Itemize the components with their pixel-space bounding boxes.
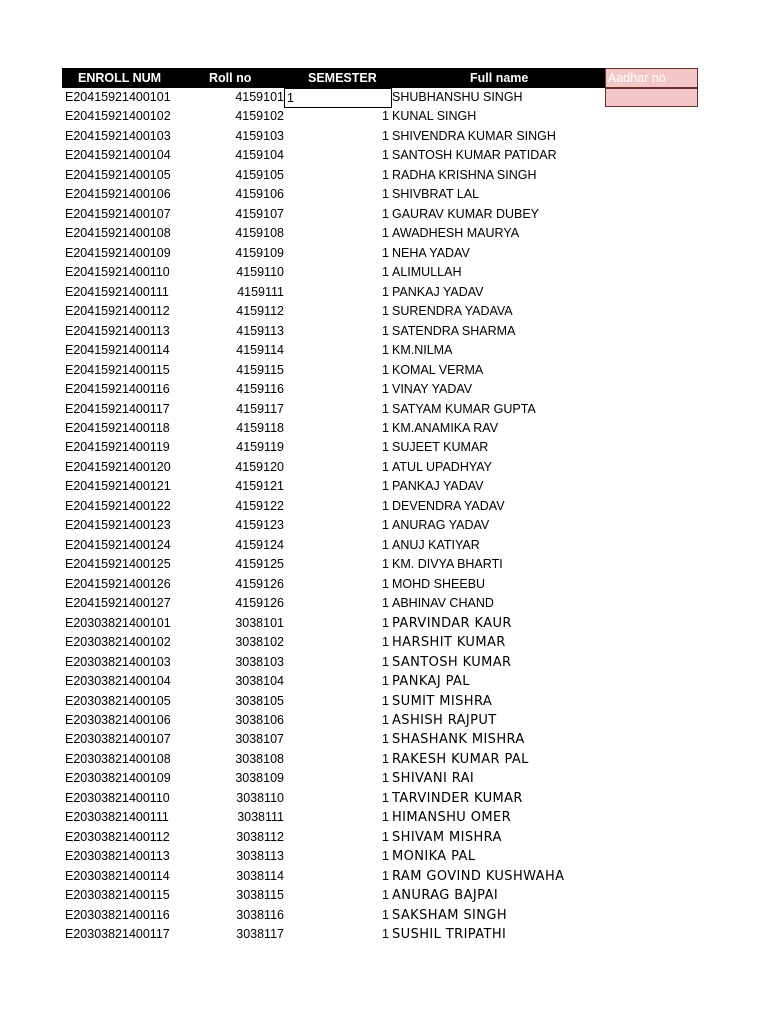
table-row xyxy=(62,867,698,886)
semester-value: 1 xyxy=(382,537,389,552)
table-row xyxy=(62,224,698,243)
roll-no-cell[interactable]: 4159111 xyxy=(237,284,284,299)
semester-value: 1 xyxy=(382,148,389,163)
full-name-cell[interactable]: SUJEET KUMAR xyxy=(392,440,489,455)
semester-cell[interactable] xyxy=(286,283,392,302)
roll-no-cell[interactable]: 3038116 xyxy=(236,907,284,922)
table-row xyxy=(62,536,698,555)
semester-value: 1 xyxy=(382,206,389,221)
semester-value: 1 xyxy=(382,693,389,708)
roll-no-cell[interactable]: 4159108 xyxy=(235,226,284,241)
enroll-num-cell[interactable]: E20415921400121 xyxy=(65,479,171,494)
enroll-num-cell[interactable]: E20415921400122 xyxy=(65,498,171,513)
semester-cell[interactable] xyxy=(286,730,392,749)
semester-cell[interactable] xyxy=(286,302,392,321)
spreadsheet xyxy=(62,68,698,945)
full-name-cell[interactable]: SATYAM KUMAR GUPTA xyxy=(392,401,536,416)
roll-no-cell[interactable]: 4159104 xyxy=(235,148,284,163)
semester-value: 1 xyxy=(382,674,389,689)
roll-no-cell[interactable]: 4159124 xyxy=(235,537,284,552)
enroll-num-cell[interactable]: E20415921400108 xyxy=(65,226,171,241)
table-row xyxy=(62,497,698,516)
semester-value: 1 xyxy=(382,304,389,319)
full-name-cell[interactable]: DEVENDRA YADAV xyxy=(392,498,505,513)
roll-no-cell[interactable]: 4159119 xyxy=(236,440,284,455)
full-name-cell[interactable]: KOMAL VERMA xyxy=(392,362,484,377)
semester-value: 1 xyxy=(382,596,389,611)
enroll-num-cell[interactable]: E20415921400104 xyxy=(65,148,171,163)
semester-cell[interactable] xyxy=(286,653,392,672)
enroll-num-cell[interactable]: E20415921400117 xyxy=(65,401,170,416)
table-row xyxy=(62,244,698,263)
roll-no-cell[interactable]: 4159117 xyxy=(236,401,284,416)
semester-value: 1 xyxy=(382,167,389,182)
full-name-cell[interactable]: SATENDRA SHARMA xyxy=(392,323,516,338)
roll-no-cell[interactable]: 4159122 xyxy=(235,498,284,513)
semester-value: 1 xyxy=(382,187,389,202)
semester-cell[interactable] xyxy=(286,886,392,905)
aadhar-cell[interactable] xyxy=(605,88,698,107)
semester-cell[interactable] xyxy=(286,107,392,126)
roll-no-cell[interactable]: 4159126 xyxy=(235,596,284,611)
roll-no-cell[interactable]: 4159105 xyxy=(235,167,284,182)
semester-value: 1 xyxy=(382,654,389,669)
enroll-num-cell[interactable]: E20303821400110 xyxy=(65,790,170,805)
semester-value: 1 xyxy=(382,557,389,572)
semester-value: 1 xyxy=(382,790,389,805)
semester-cell[interactable] xyxy=(286,438,392,457)
table-row xyxy=(62,555,698,574)
semester-cell[interactable] xyxy=(286,555,392,574)
full-name-cell[interactable]: SANTOSH KUMAR xyxy=(392,654,512,670)
full-name-cell[interactable]: SAKSHAM SINGH xyxy=(392,907,508,923)
enroll-num-cell[interactable]: E20303821400116 xyxy=(65,907,170,922)
full-name-cell[interactable]: SURENDRA YADAVA xyxy=(392,304,513,319)
table-row xyxy=(62,886,698,905)
semester-cell[interactable] xyxy=(286,185,392,204)
enroll-num-cell[interactable]: E20415921400125 xyxy=(65,557,171,572)
semester-value: 1 xyxy=(382,907,389,922)
semester-cell[interactable] xyxy=(286,477,392,496)
enroll-num-cell[interactable]: E20415921400114 xyxy=(65,343,170,358)
enroll-num-cell[interactable]: E20415921400103 xyxy=(65,128,171,143)
full-name-cell[interactable]: MOHD SHEEBU xyxy=(392,576,486,591)
table-row xyxy=(62,205,698,224)
roll-no-cell[interactable]: 4159102 xyxy=(235,109,284,124)
semester-value: 1 xyxy=(382,109,389,124)
full-name-cell[interactable]: AWADHESH MAURYA xyxy=(392,226,520,241)
semester-cell[interactable] xyxy=(286,789,392,808)
roll-no-cell[interactable]: 3038108 xyxy=(235,751,284,766)
semester-cell[interactable] xyxy=(286,380,392,399)
full-name-cell[interactable]: ANURAG BAJPAI xyxy=(392,888,499,904)
enroll-num-cell[interactable]: E20415921400118 xyxy=(65,420,170,435)
table-row xyxy=(62,302,698,321)
table-row xyxy=(62,750,698,769)
full-name-cell[interactable]: SUMIT MISHRA xyxy=(392,693,493,709)
table-row xyxy=(62,283,698,302)
semester-value: 1 xyxy=(382,635,389,650)
table-row xyxy=(62,361,698,380)
semester-cell[interactable] xyxy=(286,516,392,535)
full-name-cell[interactable]: KM.ANAMIKA RAV xyxy=(392,420,499,435)
full-name-cell[interactable]: NEHA YADAV xyxy=(392,245,470,260)
table-row xyxy=(62,925,698,944)
semester-cell[interactable] xyxy=(286,711,392,730)
table-row xyxy=(62,477,698,496)
semester-cell[interactable] xyxy=(286,322,392,341)
table-row xyxy=(62,516,698,535)
semester-cell[interactable] xyxy=(286,400,392,419)
semester-value: 1 xyxy=(382,245,389,260)
semester-value: 1 xyxy=(382,420,389,435)
semester-cell[interactable] xyxy=(286,828,392,847)
roll-no-cell[interactable]: 3038110 xyxy=(236,790,284,805)
enroll-num-cell[interactable]: E20415921400126 xyxy=(65,576,171,591)
semester-cell[interactable] xyxy=(286,906,392,925)
enroll-num-cell[interactable]: E20415921400113 xyxy=(65,323,170,338)
enroll-num-cell[interactable]: E20303821400106 xyxy=(65,713,171,727)
full-name-cell[interactable]: RAM GOVIND KUSHWAHA xyxy=(392,868,565,884)
enroll-num-cell[interactable]: E20415921400112 xyxy=(65,304,170,319)
full-name-cell[interactable]: MONIKA PAL xyxy=(392,849,476,865)
enroll-num-cell[interactable]: E20415921400116 xyxy=(65,382,170,397)
roll-no-cell[interactable]: 3038113 xyxy=(236,849,284,864)
full-name-cell[interactable]: RAKESH KUMAR PAL xyxy=(392,751,529,767)
full-name-cell[interactable]: GAURAV KUMAR DUBEY xyxy=(392,206,540,221)
enroll-num-cell[interactable]: E20303821400112 xyxy=(65,829,170,844)
semester-value: 1 xyxy=(382,888,389,903)
semester-value: 1 xyxy=(382,382,389,397)
semester-value: 1 xyxy=(382,401,389,416)
enroll-num-cell[interactable]: E20415921400111 xyxy=(65,284,169,299)
roll-no-cell[interactable]: 3038117 xyxy=(236,927,284,942)
semester-cell[interactable] xyxy=(286,361,392,380)
roll-no-cell[interactable]: 3038101 xyxy=(235,615,284,630)
table-row xyxy=(62,400,698,419)
roll-no-cell[interactable]: 3038114 xyxy=(236,868,284,883)
semester-value: 1 xyxy=(382,479,389,494)
full-name-cell[interactable]: HARSHIT KUMAR xyxy=(392,635,506,651)
semester-cell[interactable] xyxy=(286,614,392,633)
roll-no-cell[interactable]: 4159125 xyxy=(235,557,284,572)
semester-cell[interactable] xyxy=(286,244,392,263)
table-row xyxy=(62,847,698,866)
semester-value: 1 xyxy=(382,265,389,280)
roll-no-cell[interactable]: 3038102 xyxy=(235,635,284,650)
full-name-cell[interactable]: ALIMULLAH xyxy=(392,265,462,280)
roll-no-cell[interactable]: 4159116 xyxy=(236,382,284,397)
table-row xyxy=(62,185,698,204)
table-row xyxy=(62,575,698,594)
full-name-cell[interactable]: ATUL UPADHYAY xyxy=(392,459,493,474)
semester-cell[interactable] xyxy=(286,341,392,360)
table-row xyxy=(62,127,698,146)
roll-no-cell[interactable]: 4159114 xyxy=(236,343,284,358)
full-name-cell[interactable]: PARVINDAR KAUR xyxy=(392,615,512,631)
table-body xyxy=(62,88,698,945)
semester-value: 1 xyxy=(382,284,389,299)
semester-cell[interactable] xyxy=(286,497,392,516)
semester-value: 1 xyxy=(382,518,389,533)
table-row xyxy=(62,594,698,613)
roll-no-cell[interactable]: 4159101 xyxy=(235,90,284,104)
semester-value: 1 xyxy=(382,226,389,241)
semester-value: 1 xyxy=(382,829,389,844)
table-row xyxy=(62,166,698,185)
full-name-cell[interactable]: SHIVBRAT LAL xyxy=(392,187,480,202)
semester-cell[interactable] xyxy=(284,88,392,108)
table-row xyxy=(62,769,698,788)
semester-cell[interactable] xyxy=(286,808,392,827)
full-name-cell[interactable]: PANKAJ YADAV xyxy=(392,479,484,494)
table-row xyxy=(62,808,698,827)
semester-value: 1 xyxy=(382,849,389,864)
table-row xyxy=(62,672,698,691)
header-roll-no[interactable]: Roll no xyxy=(209,71,252,85)
roll-no-cell[interactable]: 4159126 xyxy=(235,576,284,591)
table-row xyxy=(62,419,698,438)
roll-no-cell[interactable]: 4159113 xyxy=(236,323,284,338)
semester-cell[interactable] xyxy=(286,925,392,944)
enroll-num-cell[interactable]: E20415921400120 xyxy=(65,459,171,474)
table-row xyxy=(62,438,698,457)
semester-cell[interactable] xyxy=(286,672,392,691)
table-row xyxy=(62,380,698,399)
roll-no-cell[interactable]: 4159109 xyxy=(235,245,284,260)
enroll-num-cell[interactable]: E20303821400103 xyxy=(65,654,171,669)
table-row xyxy=(62,341,698,360)
semester-value: 1 xyxy=(287,91,294,105)
full-name-cell[interactable]: SHIVAM MISHRA xyxy=(392,829,502,845)
table-row xyxy=(62,730,698,749)
table-row xyxy=(62,614,698,633)
roll-no-cell[interactable]: 3038115 xyxy=(236,888,284,903)
enroll-num-cell[interactable]: E20415921400127 xyxy=(65,596,171,611)
semester-cell[interactable] xyxy=(286,263,392,282)
roll-no-cell[interactable]: 3038111 xyxy=(237,810,284,825)
semester-value: 1 xyxy=(382,459,389,474)
semester-value: 1 xyxy=(382,128,389,143)
enroll-num-cell[interactable]: E20415921400110 xyxy=(65,265,170,280)
semester-cell[interactable] xyxy=(286,692,392,711)
table-row xyxy=(62,711,698,730)
semester-cell[interactable] xyxy=(286,575,392,594)
table-row xyxy=(62,692,698,711)
semester-value: 1 xyxy=(382,810,389,825)
full-name-cell[interactable]: ABHINAV CHAND xyxy=(392,596,494,611)
semester-value: 1 xyxy=(382,362,389,377)
enroll-num-cell[interactable]: E20303821400104 xyxy=(65,674,171,689)
enroll-num-cell[interactable]: E20303821400115 xyxy=(65,888,170,903)
roll-no-cell[interactable]: 3038105 xyxy=(235,693,284,708)
enroll-num-cell[interactable]: E20303821400107 xyxy=(65,732,171,747)
roll-no-cell[interactable]: 3038107 xyxy=(235,732,284,747)
roll-no-cell[interactable]: 3038106 xyxy=(235,713,284,727)
semester-cell[interactable] xyxy=(286,205,392,224)
full-name-cell[interactable]: HIMANSHU OMER xyxy=(392,810,512,826)
full-name-cell[interactable]: KUNAL SINGH xyxy=(392,109,477,124)
table-row xyxy=(62,653,698,672)
full-name-cell[interactable]: PANKAJ YADAV xyxy=(392,284,484,299)
semester-cell[interactable] xyxy=(286,146,392,165)
semester-value: 1 xyxy=(382,771,389,786)
enroll-num-cell[interactable]: E20415921400102 xyxy=(65,109,171,124)
semester-value: 1 xyxy=(382,440,389,455)
roll-no-cell[interactable]: 3038109 xyxy=(235,771,284,786)
enroll-num-cell[interactable]: E20415921400105 xyxy=(65,167,171,182)
full-name-cell[interactable]: PANKAJ PAL xyxy=(392,674,470,690)
semester-value: 1 xyxy=(382,323,389,338)
roll-no-cell[interactable]: 4159123 xyxy=(235,518,284,533)
enroll-num-cell[interactable]: E20303821400102 xyxy=(65,635,171,650)
full-name-cell[interactable]: KM.NILMA xyxy=(392,343,453,358)
semester-cell[interactable] xyxy=(286,127,392,146)
semester-value: 1 xyxy=(382,343,389,358)
semester-cell[interactable] xyxy=(286,166,392,185)
semester-value: 1 xyxy=(382,615,389,630)
roll-no-cell[interactable]: 3038104 xyxy=(235,674,284,689)
semester-cell[interactable] xyxy=(286,224,392,243)
enroll-num-cell[interactable]: E20303821400113 xyxy=(65,849,170,864)
enroll-num-cell[interactable]: E20303821400117 xyxy=(65,927,170,942)
enroll-num-cell[interactable]: E20415921400107 xyxy=(65,206,171,221)
semester-value: 1 xyxy=(382,751,389,766)
full-name-cell[interactable]: SUSHIL TRIPATHI xyxy=(392,927,507,943)
table-row xyxy=(62,107,698,126)
table-row xyxy=(62,789,698,808)
semester-value: 1 xyxy=(382,732,389,747)
semester-cell[interactable] xyxy=(286,867,392,886)
header-semester[interactable]: SEMESTER xyxy=(308,71,377,85)
full-name-cell[interactable]: SANTOSH KUMAR PATIDAR xyxy=(392,148,557,163)
semester-value: 1 xyxy=(382,927,389,942)
semester-cell[interactable] xyxy=(286,594,392,613)
full-name-cell[interactable]: SHUBHANSHU SINGH xyxy=(392,90,523,104)
header-aadhar-no[interactable]: Aadhar no xyxy=(608,71,666,85)
full-name-cell[interactable]: KM. DIVYA BHARTI xyxy=(392,557,503,572)
enroll-num-cell[interactable]: E20415921400109 xyxy=(65,245,171,260)
roll-no-cell[interactable]: 4159115 xyxy=(236,362,284,377)
roll-no-cell[interactable]: 4159112 xyxy=(236,304,284,319)
semester-cell[interactable] xyxy=(286,769,392,788)
semester-cell[interactable] xyxy=(286,458,392,477)
table-row xyxy=(62,458,698,477)
semester-value: 1 xyxy=(382,868,389,883)
semester-value: 1 xyxy=(382,576,389,591)
enroll-num-cell[interactable]: E20303821400109 xyxy=(65,771,171,786)
roll-no-cell[interactable]: 4159103 xyxy=(235,128,284,143)
full-name-cell[interactable]: SHIVENDRA KUMAR SINGH xyxy=(392,128,556,143)
enroll-num-cell[interactable]: E20303821400111 xyxy=(65,810,169,825)
full-name-cell[interactable]: RADHA KRISHNA SINGH xyxy=(392,167,537,182)
enroll-num-cell[interactable]: E20415921400101 xyxy=(65,90,171,104)
full-name-cell[interactable]: SHASHANK MISHRA xyxy=(392,732,525,748)
semester-cell[interactable] xyxy=(286,419,392,438)
semester-cell[interactable] xyxy=(286,847,392,866)
roll-no-cell[interactable]: 4159110 xyxy=(236,265,284,280)
roll-no-cell[interactable]: 4159107 xyxy=(235,206,284,221)
enroll-num-cell[interactable]: E20303821400105 xyxy=(65,693,171,708)
table-row xyxy=(62,146,698,165)
header-full-name[interactable]: Full name xyxy=(470,71,529,85)
enroll-num-cell[interactable]: E20303821400114 xyxy=(65,868,170,883)
full-name-cell[interactable]: VINAY YADAV xyxy=(392,382,473,397)
full-name-cell[interactable]: ANURAG YADAV xyxy=(392,518,490,533)
full-name-cell[interactable]: ASHISH RAJPUT xyxy=(392,713,497,728)
semester-value: 1 xyxy=(382,498,389,513)
roll-no-cell[interactable]: 4159106 xyxy=(235,187,284,202)
table-row xyxy=(62,88,698,107)
table-row xyxy=(62,828,698,847)
semester-cell[interactable] xyxy=(286,536,392,555)
roll-no-cell[interactable]: 4159120 xyxy=(235,459,284,474)
full-name-cell[interactable]: TARVINDER KUMAR xyxy=(392,790,523,806)
header-row xyxy=(62,68,698,88)
enroll-num-cell[interactable]: E20415921400119 xyxy=(65,440,170,455)
semester-cell[interactable] xyxy=(286,750,392,769)
enroll-num-cell[interactable]: E20303821400108 xyxy=(65,751,171,766)
enroll-num-cell[interactable]: E20415921400115 xyxy=(65,362,170,377)
enroll-num-cell[interactable]: E20303821400101 xyxy=(65,615,171,630)
header-enroll-num[interactable]: ENROLL NUM xyxy=(78,71,162,85)
full-name-cell[interactable]: SHIVANI RAI xyxy=(392,771,475,787)
semester-cell[interactable] xyxy=(286,633,392,652)
roll-no-cell[interactable]: 4159121 xyxy=(235,479,284,494)
table-row xyxy=(62,263,698,282)
table-row xyxy=(62,633,698,652)
full-name-cell[interactable]: ANUJ KATIYAR xyxy=(392,537,480,552)
roll-no-cell[interactable]: 4159118 xyxy=(236,420,284,435)
table-row xyxy=(62,322,698,341)
semester-value: 1 xyxy=(382,713,389,727)
enroll-num-cell[interactable]: E20415921400124 xyxy=(65,537,171,552)
enroll-num-cell[interactable]: E20415921400106 xyxy=(65,187,171,202)
roll-no-cell[interactable]: 3038103 xyxy=(235,654,284,669)
table-row xyxy=(62,906,698,925)
roll-no-cell[interactable]: 3038112 xyxy=(236,829,284,844)
enroll-num-cell[interactable]: E20415921400123 xyxy=(65,518,171,533)
